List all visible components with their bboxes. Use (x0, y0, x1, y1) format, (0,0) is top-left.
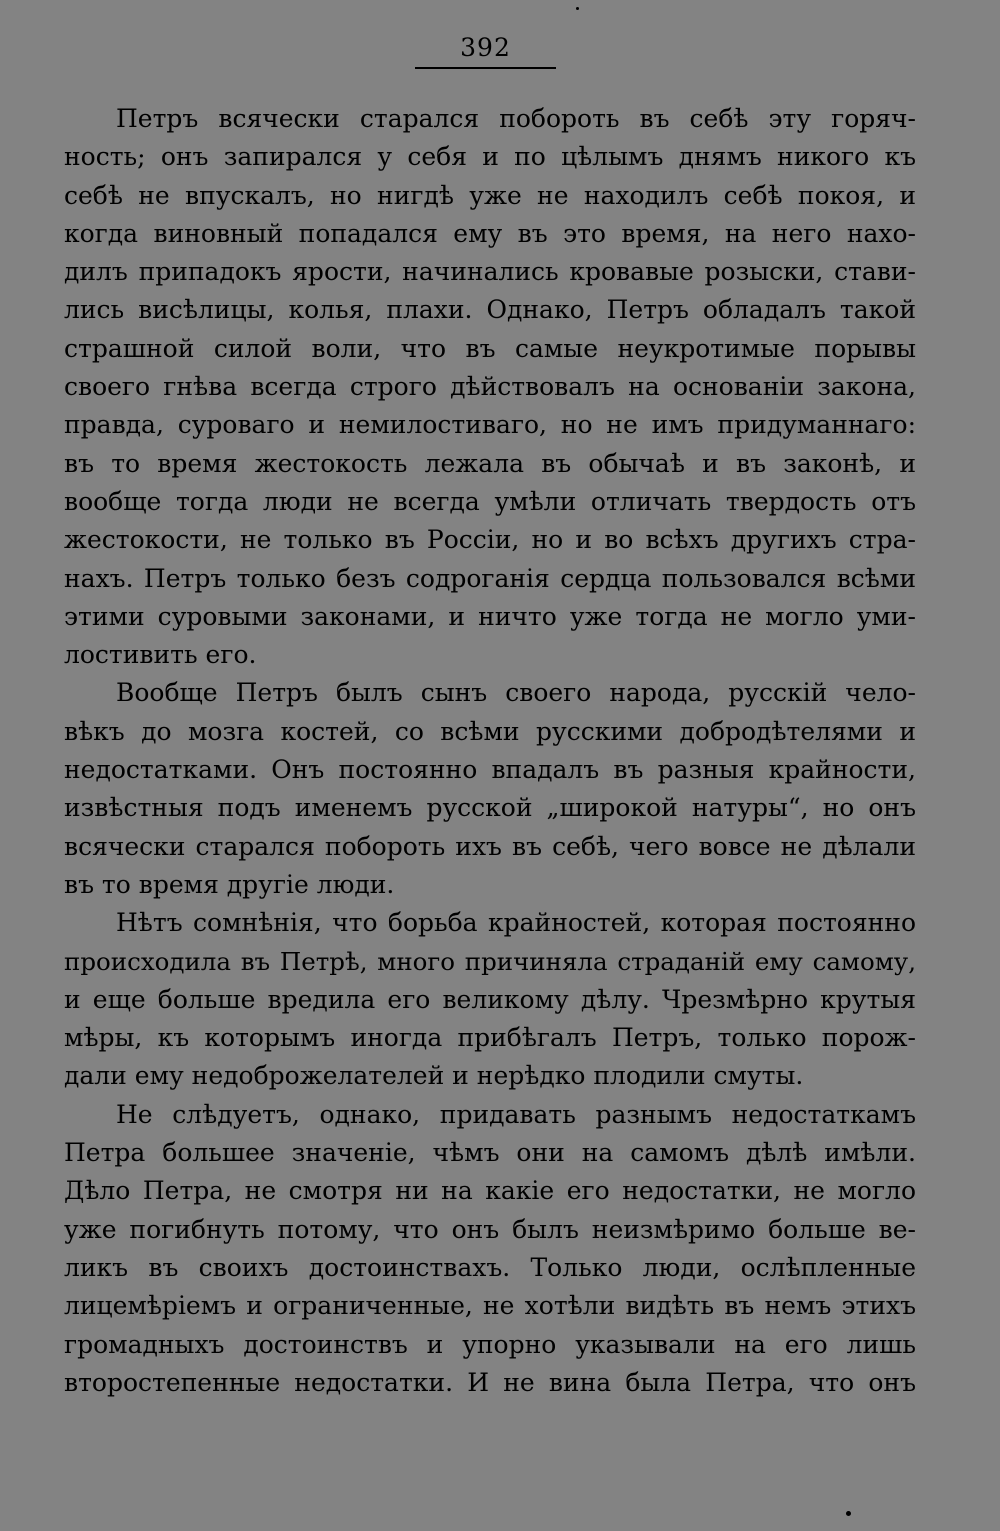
text-line: и еще больше вредила его великому дѣлу. Чрезмѣрно крутыя (64, 984, 916, 1014)
text-line: вообще тогда люди не всегда умѣли отличать твердость отъ (64, 486, 916, 516)
text-line: дали ему недоброжелателей и нерѣдко плодили смуты. (64, 1061, 804, 1091)
text-line: громадныхъ достоинствъ и упорно указывали на его лишь (64, 1329, 916, 1359)
scan-speck (846, 1511, 851, 1516)
text-line: Петра большее значенiе, чѣмъ они на самомъ дѣлѣ имѣли. (64, 1138, 916, 1168)
text-line: второстепенные недостатки. И не вина была Петра, что онъ (64, 1367, 916, 1397)
text-line: когда виновный попадался ему въ это время, на него нахо- (64, 218, 916, 248)
text-line: въ то время жестокость лежала въ обычаѣ и въ законѣ, и (64, 448, 916, 478)
text-line: этими суровыми законами, и ничто уже тогда не могло уми- (64, 601, 916, 631)
text-line: ность; онъ запирался у себя и по цѣлымъ днямъ никого къ (64, 142, 916, 172)
text-line: ликъ въ своихъ достоинствахъ. Только люди, ослѣпленные (64, 1252, 916, 1282)
text-line: вѣкъ до мозга костей, со всѣми русскими добродѣтелями и (64, 716, 916, 746)
text-line: Не слѣдуетъ, однако, придавать разнымъ недостаткамъ (116, 1099, 916, 1129)
text-line: нахъ. Петръ только безъ содроганiя сердца пользовался всѣми (64, 563, 916, 593)
text-line: въ то время другiе люди. (64, 869, 395, 899)
text-line: мѣры, къ которымъ иногда прибѣгалъ Петръ, только порож- (64, 1023, 916, 1053)
text-line: правда, суроваго и немилостиваго, но не имъ придуманнаго: (64, 410, 916, 440)
text-line: жестокости, не только въ Россiи, но и во всѣхъ другихъ стра- (64, 525, 916, 555)
page-number: 392 (460, 33, 511, 62)
scan-speck (576, 7, 579, 10)
text-line: Нѣтъ сомнѣнiя, что борьба крайностей, которая постоянно (116, 908, 916, 938)
text-line: себѣ не впускалъ, но нигдѣ уже не находилъ себѣ покоя, и (64, 180, 916, 210)
text-line: страшной силой воли, что въ самые неукротимые порывы (64, 333, 916, 363)
text-line: Петръ всячески старался побороть въ себѣ эту горяч- (116, 104, 916, 133)
text-line: Вообще Петръ былъ сынъ своего народа, русскiй чело- (116, 678, 916, 708)
body-text (64, 100, 916, 1402)
text-line: дилъ припадокъ ярости, начинались кровавые розыски, стави- (64, 257, 916, 287)
text-line: лицемѣрiемъ и ограниченные, не хотѣли видѣть въ немъ этихъ (64, 1291, 916, 1321)
text-line: своего гнѣва всегда строго дѣйствовалъ на основанiи закона, (64, 372, 916, 402)
text-line: происходила въ Петрѣ, много причиняла страданiй ему самому, (64, 946, 916, 976)
text-line: Дѣло Петра, не смотря ни на какiе его недостатки, не могло (64, 1176, 916, 1206)
text-line: недостатками. Онъ постоянно впадалъ въ разныя крайности, (64, 755, 916, 785)
text-line: лостивить его. (64, 640, 257, 670)
page-number-rule (415, 67, 556, 69)
text-line: уже погибнуть потому, что онъ былъ неизмѣримо больше ве- (64, 1214, 916, 1244)
text-line: всячески старался побороть ихъ въ себѣ, чего вовсе не дѣлали (64, 831, 916, 861)
text-line: извѣстныя подъ именемъ русской „широкой натуры“, но онъ (64, 793, 916, 823)
text-line: лись висѣлицы, колья, плахи. Однако, Петръ обладалъ такой (64, 295, 916, 325)
